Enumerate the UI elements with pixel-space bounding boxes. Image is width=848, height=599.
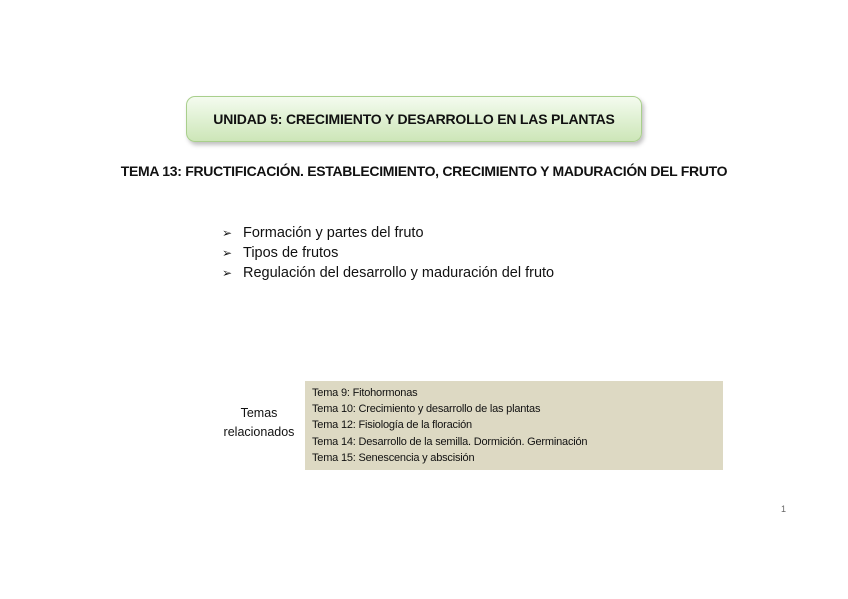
- list-item: [222, 243, 554, 263]
- related-topic-item: Tema 9: Fitohormonas: [312, 387, 418, 399]
- related-topics-box: [305, 381, 723, 470]
- list-item-text: Formación y partes del fruto: [243, 225, 424, 241]
- topic-contents-list: [222, 223, 554, 283]
- list-item-text: Tipos de frutos: [243, 245, 339, 261]
- unit-title-box: [186, 96, 642, 142]
- related-label-line: relacionados: [223, 425, 295, 439]
- topic-title: TEMA 13: FRUCTIFICACIÓN. ESTABLECIMIENTO, CRECIMIENTO Y MADURACIÓN DEL FRUTO: [120, 163, 728, 179]
- related-topics-label: [216, 404, 302, 442]
- list-item: [222, 223, 554, 243]
- related-topic-item: Tema 12: Fisiología de la floración: [312, 419, 472, 432]
- page-number: 1: [781, 504, 787, 514]
- arrow-bullet-icon: ➢: [222, 226, 233, 240]
- related-topic-item: Tema 15: Senescencia y abscisión: [312, 451, 475, 464]
- list-item-text: Regulación del desarrollo y maduración del fruto: [243, 265, 555, 281]
- related-topic-item: Tema 14: Desarrollo de la semilla. Dormición. Germinación: [312, 435, 588, 448]
- arrow-bullet-icon: ➢: [222, 266, 233, 280]
- arrow-bullet-icon: ➢: [222, 246, 233, 260]
- unit-title: UNIDAD 5: CRECIMIENTO Y DESARROLLO EN LAS PLANTAS: [213, 111, 615, 127]
- related-label-line: Temas: [240, 406, 278, 420]
- related-topic-item: Tema 10: Crecimiento y desarrollo de las plantas: [312, 403, 541, 416]
- list-item: [222, 263, 554, 283]
